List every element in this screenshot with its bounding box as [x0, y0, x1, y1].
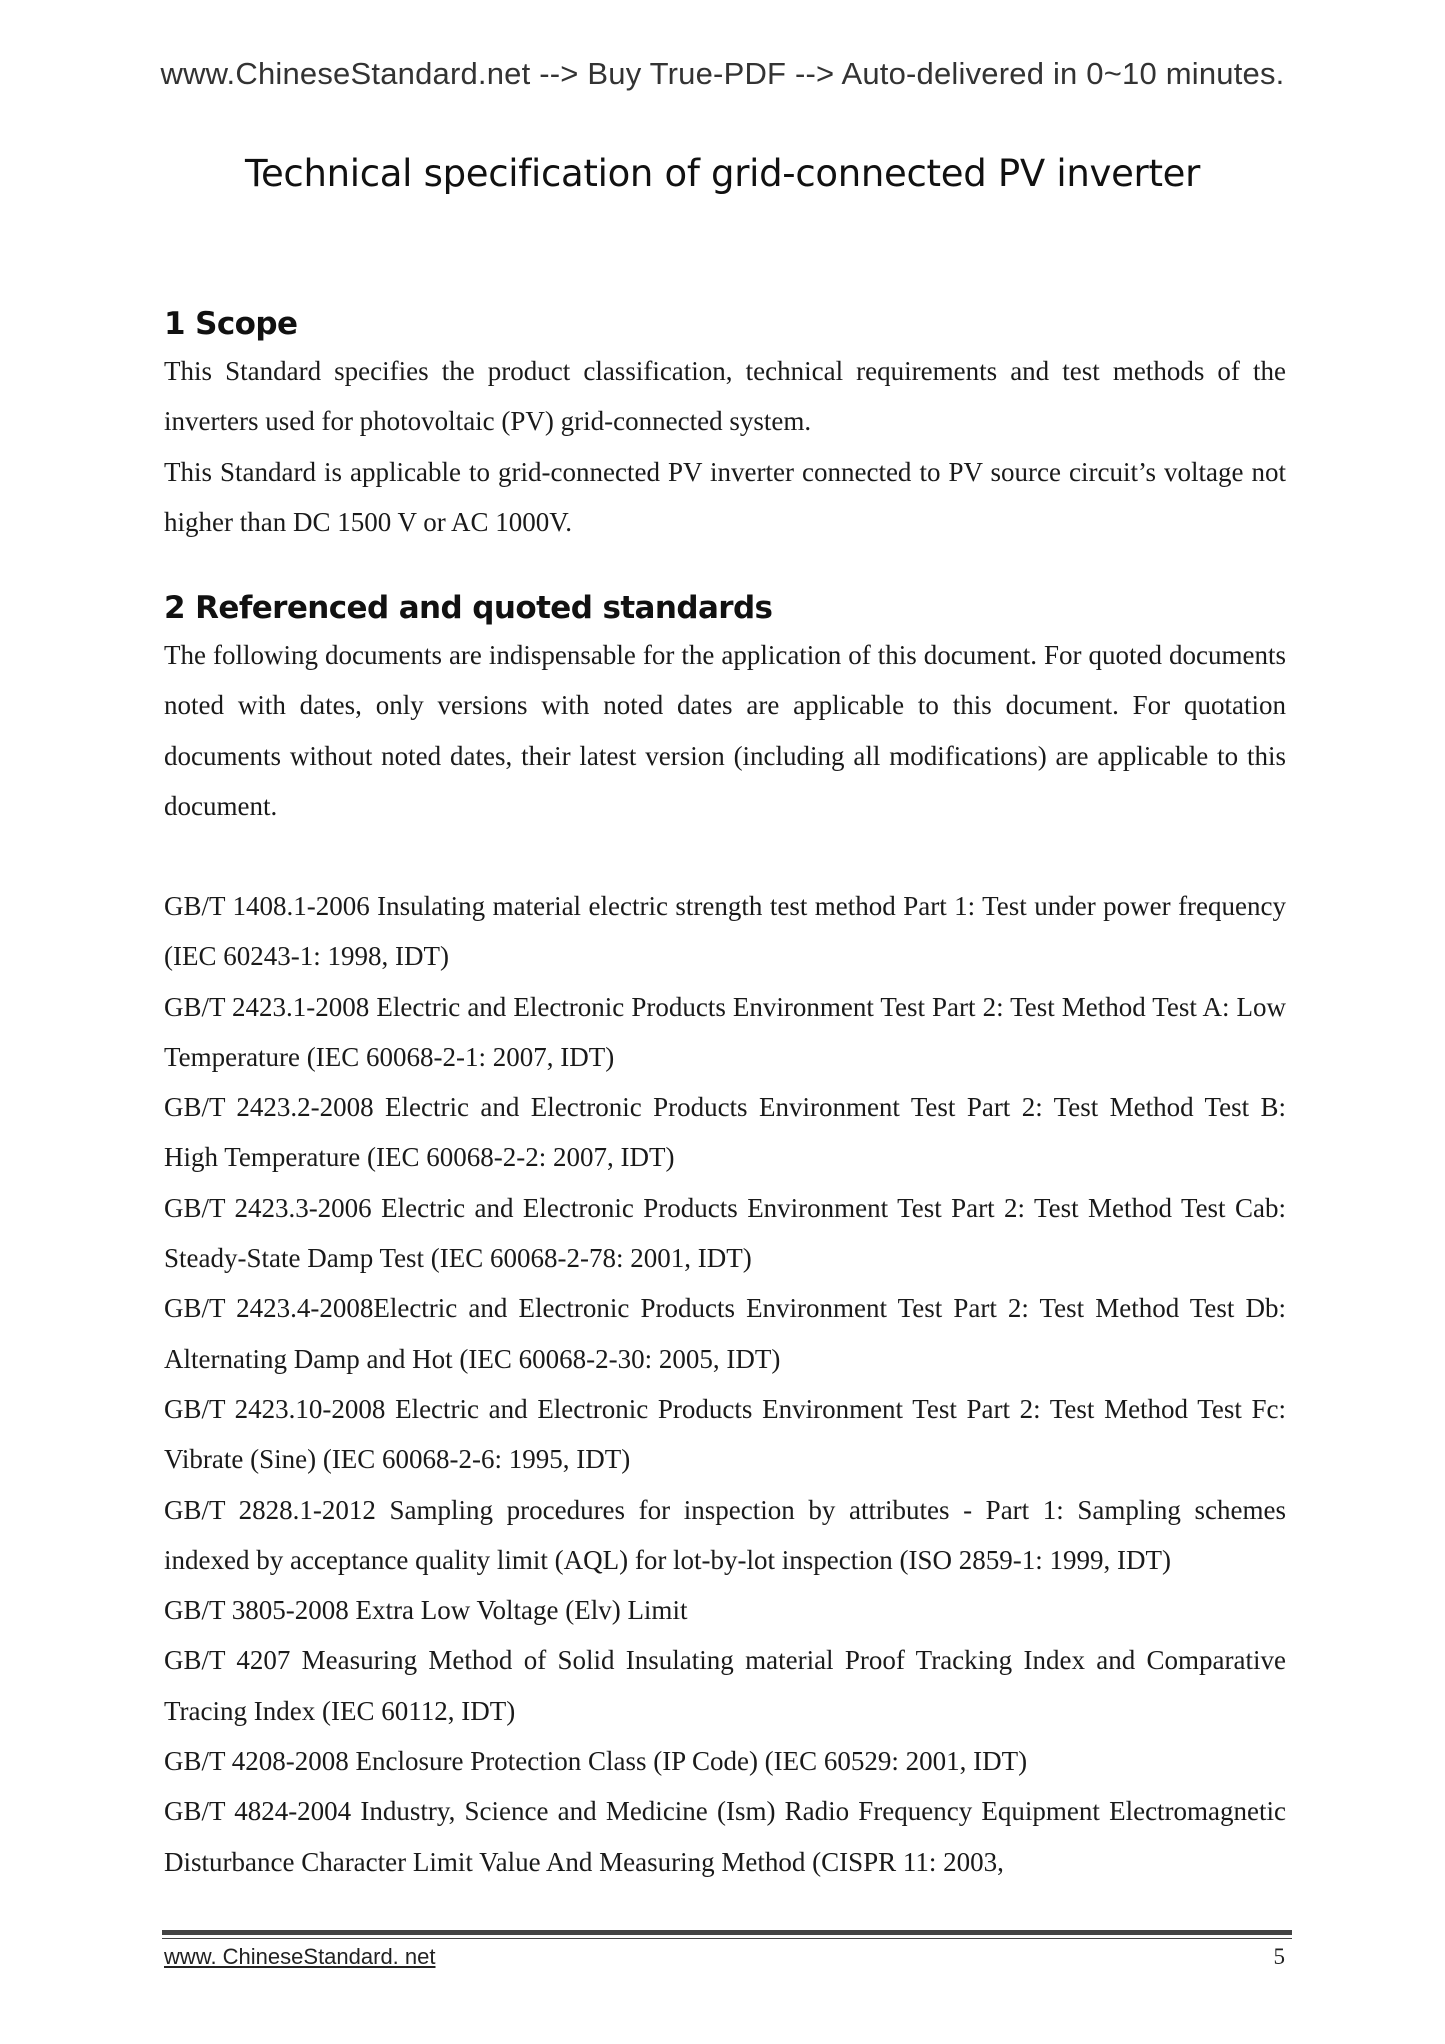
footer-divider-thin: [162, 1938, 1292, 1939]
reference-item: GB/T 2423.3-2006 Electric and Electronic Products Environment Test Part 2: Test Method Test Cab: Steady-State Damp Test (IEC 60068-2-78: 2001, IDT): [164, 1192, 1286, 1274]
reference-item: GB/T 3805-2008 Extra Low Voltage (Elv) Limit: [164, 1595, 688, 1626]
reference-item: GB/T 2423.2-2008 Electric and Electronic Products Environment Test Part 2: Test Method Test B: High Temperature (IEC 60068-2-2: 2007, IDT): [164, 1092, 1286, 1173]
reference-item: GB/T 2423.10-2008 Electric and Electronic Products Environment Test Part 2: Test Method Test Fc: Vibrate (Sine) (IEC 60068-2-6: 1995, IDT): [164, 1393, 1286, 1475]
section-scope: [164, 302, 1286, 547]
reference-item: GB/T 4208-2008 Enclosure Protection Class (IP Code) (IEC 60529: 2001, IDT): [164, 1746, 1028, 1777]
scope-paragraph: This Standard is applicable to grid-connected PV inverter connected to PV source circuit’s voltage not higher than DC 1500 V or AC 1000V.: [164, 456, 1286, 537]
reference-item: GB/T 2423.1-2008 Electric and Electronic Products Environment Test Part 2: Test Method Test A: Low Temperature (IEC 60068-2-1: 2007, IDT): [164, 991, 1286, 1072]
footer-site-link[interactable]: www. ChineseStandard. net: [164, 1944, 436, 1969]
reference-item: GB/T 2828.1-2012 Sampling procedures for inspection by attributes - Part 1: Sampling schemes indexed by acceptance quality limit (AQL) for lot-by-lot inspection (ISO 2859-1: 1999, IDT): [164, 1494, 1286, 1575]
scope-paragraph: This Standard specifies the product classification, technical requirements and test methods of the inverters used for photovoltaic (PV) grid-connected system.: [164, 356, 1286, 437]
section-heading-scope: 1 Scope: [164, 306, 298, 342]
reference-item: GB/T 2423.4-2008Electric and Electronic Products Environment Test Part 2: Test Method Test Db: Alternating Damp and Hot (IEC 60068-2-30: 2005, IDT): [164, 1293, 1286, 1374]
section-heading-references: 2 Referenced and quoted standards: [164, 590, 773, 626]
references-intro: The following documents are indispensable for the application of this document. For quoted documents noted with dates, only versions with noted dates are applicable to this document. For quotation documents without noted dates, their latest version (including all modifications) are applicable to this document.: [164, 640, 1286, 821]
footer-divider: [162, 1930, 1292, 1935]
section-references: [164, 586, 1286, 831]
reference-item: GB/T 4824-2004 Industry, Science and Medicine (Ism) Radio Frequency Equipment Electromagnetic Disturbance Character Limit Value And Measuring Method (CISPR 11: 2003,: [164, 1796, 1286, 1877]
reference-item: GB/T 1408.1-2006 Insulating material electric strength test method Part 1: Test under power frequency (IEC 60243-1: 1998, IDT): [164, 891, 1286, 972]
document-title: Technical specification of grid-connected PV inverter: [244, 152, 1201, 195]
page-number: 5: [1273, 1944, 1285, 1969]
reference-item: GB/T 4207 Measuring Method of Solid Insulating material Proof Tracking Index and Comparative Tracing Index (IEC 60112, IDT): [164, 1645, 1286, 1726]
top-banner: www.ChineseStandard.net --> Buy True-PDF --> Auto-delivered in 0~10 minutes.: [160, 56, 1285, 91]
reference-list: [164, 881, 1286, 1887]
